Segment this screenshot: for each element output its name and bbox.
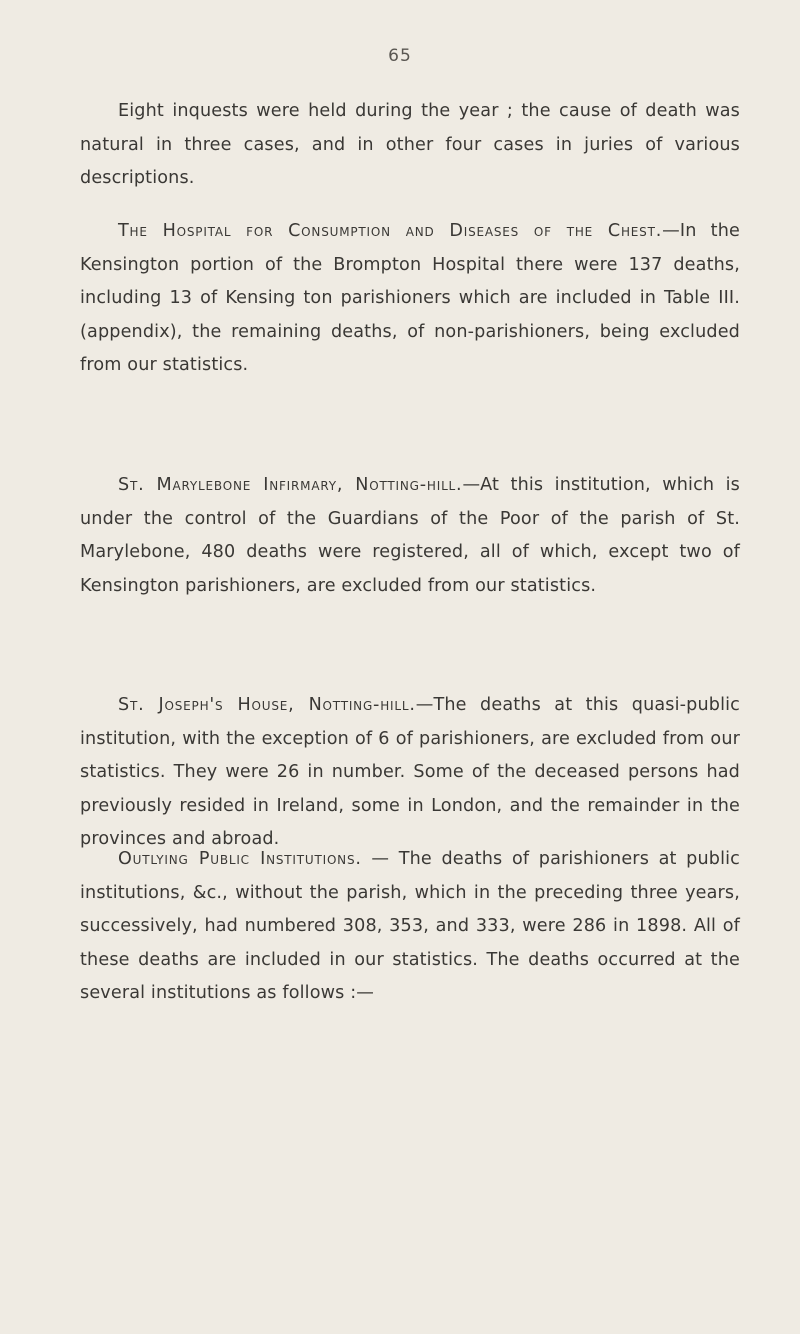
paragraph-body: Eight inquests were held during the year ; the cause of death was natural in three cases, and in other four cases in juries of various descriptions. [80, 101, 740, 188]
paragraph-brompton-hospital [80, 215, 740, 383]
section-heading: Outlying Public Institutions. [118, 849, 362, 869]
paragraph-text [80, 215, 740, 383]
section-heading: The Hospital for Consumption and Diseases of the Chest. [118, 221, 663, 241]
paragraph-marylebone-infirmary [80, 469, 740, 603]
paragraph-inquests [80, 95, 740, 196]
paragraph-body: — The deaths of parishioners at public institutions, &c., without the parish, which in the preceding three years, successively, had numbered 308, 353, and 333, were 286 in 1898. All of these deaths are included in our statistics. The deaths occurred at the several institutions as follows :— [80, 849, 741, 1003]
page-number: 65 [388, 46, 412, 66]
paragraph-text [80, 469, 740, 603]
paragraph-outlying-institutions [80, 843, 740, 1011]
paragraph-text [80, 689, 740, 857]
paragraph-text [80, 843, 740, 1011]
paragraph-body: —In the Kensington portion of the Brompton Hospital there were 137 deaths, including 13 of Kensing ton parishioners which are included in Table III. (appendix), the remaining deaths, of non-parishioners, being excluded from our statistics. [80, 221, 740, 375]
paragraph-text [80, 95, 740, 196]
paragraph-body: —At this institution, which is under the control of the Guardians of the Poor of the parish of St. Marylebone, 480 deaths were registered, all of which, except two of Kensington parishioners, are excluded from our statistics. [80, 475, 740, 596]
paragraph-st-josephs-house [80, 689, 740, 857]
paragraph-body: —The deaths at this quasi-public institution, with the exception of 6 of parishioners, are excluded from our statistics. They were 26 in number. Some of the deceased persons had previously resided in Ireland, some in London, and the remainder in the provinces and abroad. [80, 695, 740, 849]
section-heading: St. Marylebone Infirmary, Notting-hill. [118, 475, 463, 495]
section-heading: St. Joseph's House, Notting-hill. [118, 695, 416, 715]
